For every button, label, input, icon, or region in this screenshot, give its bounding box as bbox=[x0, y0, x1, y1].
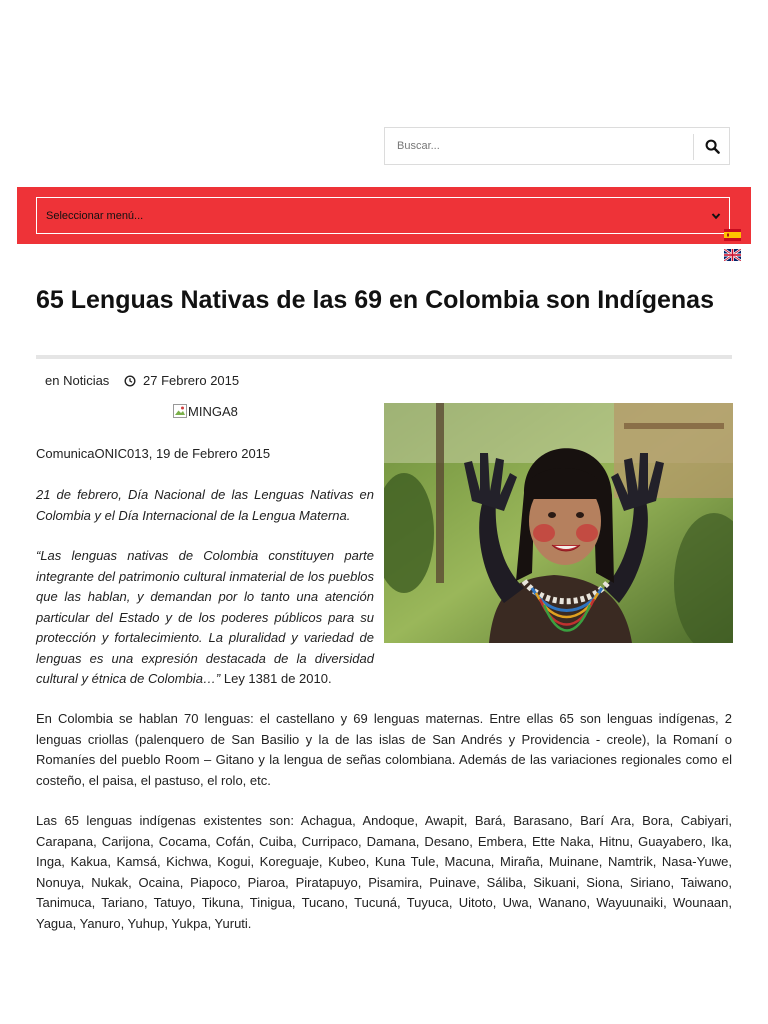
article-paragraph-1: En Colombia se hablan 70 lenguas: el castellano y 69 lenguas maternas. Entre ellas 65 son lenguas indígenas, 2 lenguas criollas (palenquero de San Basilio y la de las islas de San Andrés y Providencia - creole), la Romaní o Romaníes del pueblo Room – Gitano y la lengua de señas colombiana. Además de las variaciones regionales como el costeño, el paisa, el pastuso, el rolo, etc. bbox=[36, 711, 732, 788]
broken-image-icon bbox=[172, 403, 188, 419]
broken-image bbox=[172, 403, 238, 419]
spain-flag-icon[interactable] bbox=[724, 229, 741, 241]
main-menu-bar bbox=[17, 187, 751, 244]
article-category[interactable] bbox=[45, 373, 109, 388]
uk-flag-icon[interactable] bbox=[724, 249, 741, 261]
article-photo bbox=[384, 403, 733, 643]
clock-icon bbox=[124, 375, 136, 387]
article-paragraph-2: Las 65 lenguas indígenas existentes son: Achagua, Andoque, Awapit, Bará, Barasano, Barí Ara, Bora, Cabiyari, Carapana, Carijona, Cocama, Cofán, Cuiba, Curripaco, Damana, Desano, Embera, Ette Naka, Hitnu, Guayabero, Ika, Inga, Kakua, Kamsá, Kichwa, Kogui, Koreguaje, Kubeo, Kuna Tule, Macuna, Miraña, Muinane, Namtrik, Nasa-Yuwe, Nonuya, Nukak, Ocaina, Piapoco, Piaroa, Piratapuyo, Pisamira, Puinave, Sáliba, Sikuani, Siona, Siriano, Taiwano, Tanimuca, Tariano, Tatuyo, Tikuna, Tinigua, Tucano, Tucuná, Tuyuca, Uitoto, Uwa, Wanano, Wayuunaiki, Wounaan, Yagua, Yanuro, Yuhup, Yukpa, Yuruti. bbox=[36, 813, 732, 931]
title-divider bbox=[36, 355, 732, 359]
image-alt-text: MINGA8 bbox=[188, 403, 238, 419]
category-label: en Noticias bbox=[45, 373, 110, 388]
quote-source: Ley 1381 de 2010. bbox=[220, 671, 332, 686]
article-date bbox=[124, 373, 239, 388]
article-byline: ComunicaONIC013, 19 de Febrero 2015 bbox=[36, 446, 271, 461]
date-label: 27 Febrero 2015 bbox=[143, 373, 240, 388]
chevron-down-icon bbox=[711, 212, 721, 220]
article-intro: 21 de febrero, Día Nacional de las Lenguas Nativas en Colombia y el Día Internacional de la Lengua Materna. bbox=[36, 487, 374, 523]
menu-select[interactable] bbox=[36, 197, 730, 234]
search-icon bbox=[705, 139, 720, 154]
search-divider bbox=[693, 134, 694, 160]
search-input[interactable] bbox=[385, 128, 693, 164]
search-button[interactable] bbox=[695, 128, 729, 164]
quote-text: “Las lenguas nativas de Colombia constituyen parte integrante del patrimonio cultural inmaterial de los pueblos que las hablan, y demandan por lo tanto una atención particular del Estado y de los poderes públicos para su protección y fortalecimiento. La pluralidad y variedad de lenguas es una expresión destacada de la diversidad cultural y étnica de Colombia…” bbox=[36, 548, 374, 686]
menu-select-label: Seleccionar menú... bbox=[46, 209, 144, 222]
article-quote bbox=[36, 546, 374, 690]
search-form bbox=[384, 127, 730, 165]
article-title: 65 Lenguas Nativas de las 69 en Colombia son Indígenas bbox=[36, 286, 714, 314]
